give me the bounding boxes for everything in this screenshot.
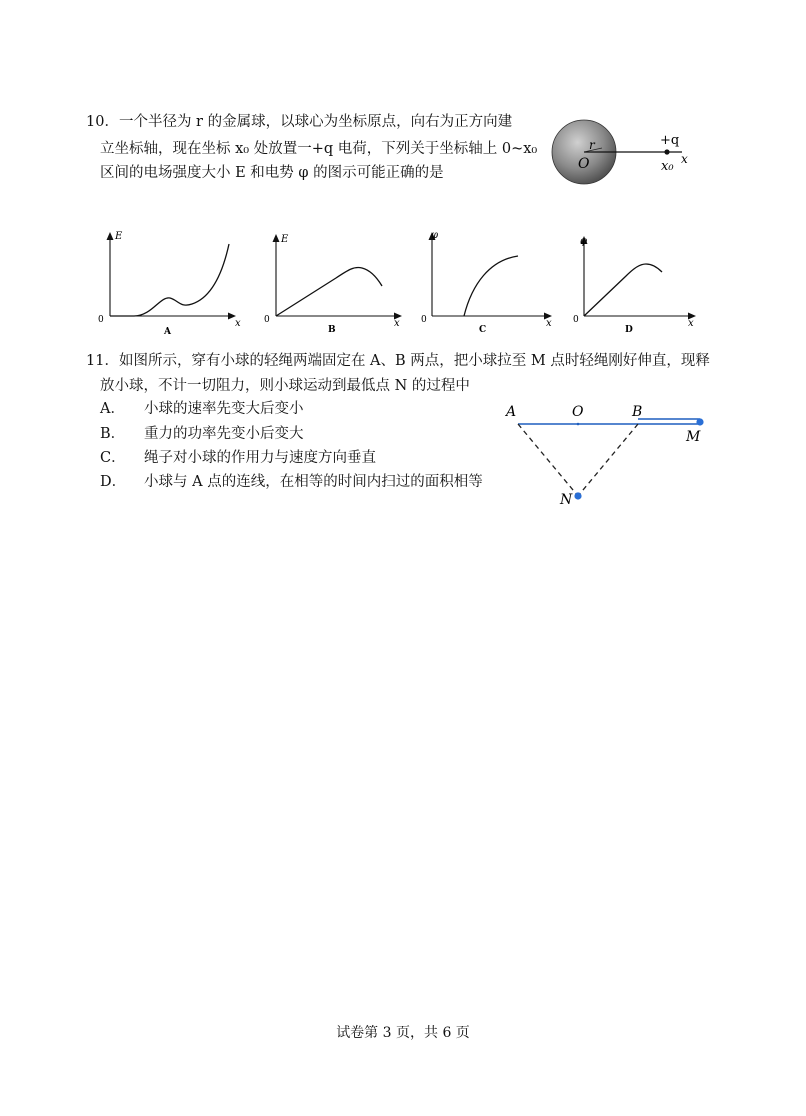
point-o-dot xyxy=(577,423,580,426)
y-axis-arrow-icon xyxy=(107,232,114,240)
curve-c xyxy=(464,256,518,316)
graph-c-xlabel: x xyxy=(546,318,552,329)
graph-a-option: A xyxy=(164,327,171,337)
q11-number: 11． xyxy=(86,353,119,369)
ball-at-m xyxy=(696,418,703,425)
charge-label: +q xyxy=(660,133,680,148)
dashed-rope-bn xyxy=(578,424,638,496)
graph-option-d xyxy=(566,226,726,338)
graph-option-b xyxy=(258,226,418,338)
q10-text-line1: 一个半径为 r 的金属球，以球心为坐标原点，向右为正方向建 xyxy=(118,114,513,130)
graph-b-origin: 0 xyxy=(264,315,270,325)
graph-c-origin: 0 xyxy=(421,315,427,325)
option-text: 绳子对小球的作用力与速度方向垂直 xyxy=(144,450,376,466)
label-a: A xyxy=(506,404,517,420)
q11-option-a xyxy=(100,399,304,419)
graph-d-xlabel: x xyxy=(688,318,694,329)
rope-figure xyxy=(500,400,730,510)
option-text: 小球与 A 点的连线，在相等的时间内扫过的面积相等 xyxy=(144,474,483,490)
option-letter: D． xyxy=(100,474,127,490)
graph-c-option: C xyxy=(479,325,487,335)
option-text: 小球的速率先变大后变小 xyxy=(144,401,304,417)
y-axis-arrow-icon xyxy=(273,234,280,242)
label-o: O xyxy=(572,404,584,420)
graph-b-xlabel: x xyxy=(394,318,400,329)
option-letter: C． xyxy=(100,450,126,466)
option-letter: A． xyxy=(100,401,125,417)
axis-x-label: x xyxy=(681,152,688,166)
graph-d-origin: 0 xyxy=(573,315,579,325)
page-footer: 试卷第 3 页，共 6 页 xyxy=(336,1025,470,1041)
q11-line2: 放小球，不计一切阻力，则小球运动到最低点 N 的过程中 xyxy=(100,378,470,394)
x0-label: x₀ xyxy=(661,159,674,174)
graph-a-ylabel: E xyxy=(115,231,123,242)
graph-d-ylabel: φ xyxy=(580,236,588,247)
label-n: N xyxy=(560,492,573,508)
charge-dot xyxy=(664,149,669,154)
graph-b-option: B xyxy=(328,325,336,335)
graph-option-c xyxy=(414,226,574,338)
label-b: B xyxy=(632,404,643,420)
option-text: 重力的功率先变小后变大 xyxy=(144,426,304,442)
curve-b xyxy=(276,267,382,316)
r-label: r xyxy=(589,138,595,152)
q11-option-c xyxy=(100,448,376,468)
sphere-figure xyxy=(540,118,700,194)
q11-line1 xyxy=(86,351,710,371)
q10-line2: 立坐标轴，现在坐标 x₀ 处放置一+q 电荷，下列关于坐标轴上 0~x₀ xyxy=(100,141,538,157)
q11-option-d xyxy=(100,472,483,492)
q11-text-line1: 如图所示，穿有小球的轻绳两端固定在 A、B 两点，把小球拉至 M 点时轻绳刚好伸直，现释 xyxy=(118,353,710,369)
origin-label: O xyxy=(578,156,590,172)
graph-a-xlabel: x xyxy=(235,318,241,329)
q10-number: 10． xyxy=(86,114,119,130)
graph-d-option: D xyxy=(625,325,633,335)
option-letter: B． xyxy=(100,426,126,442)
q10-line1 xyxy=(86,112,512,132)
dashed-rope-an xyxy=(518,424,578,496)
curve-a xyxy=(110,244,229,316)
graph-a-origin: 0 xyxy=(98,315,104,325)
q10-line3: 区间的电场强度大小 E 和电势 φ 的图示可能正确的是 xyxy=(100,165,444,181)
curve-d xyxy=(584,264,662,316)
label-m: M xyxy=(686,429,701,445)
ball-at-n xyxy=(574,492,581,499)
graph-c-ylabel: φ xyxy=(431,230,439,241)
q11-option-b xyxy=(100,424,304,444)
graph-b-ylabel: E xyxy=(281,234,289,245)
graph-option-a xyxy=(92,226,252,338)
